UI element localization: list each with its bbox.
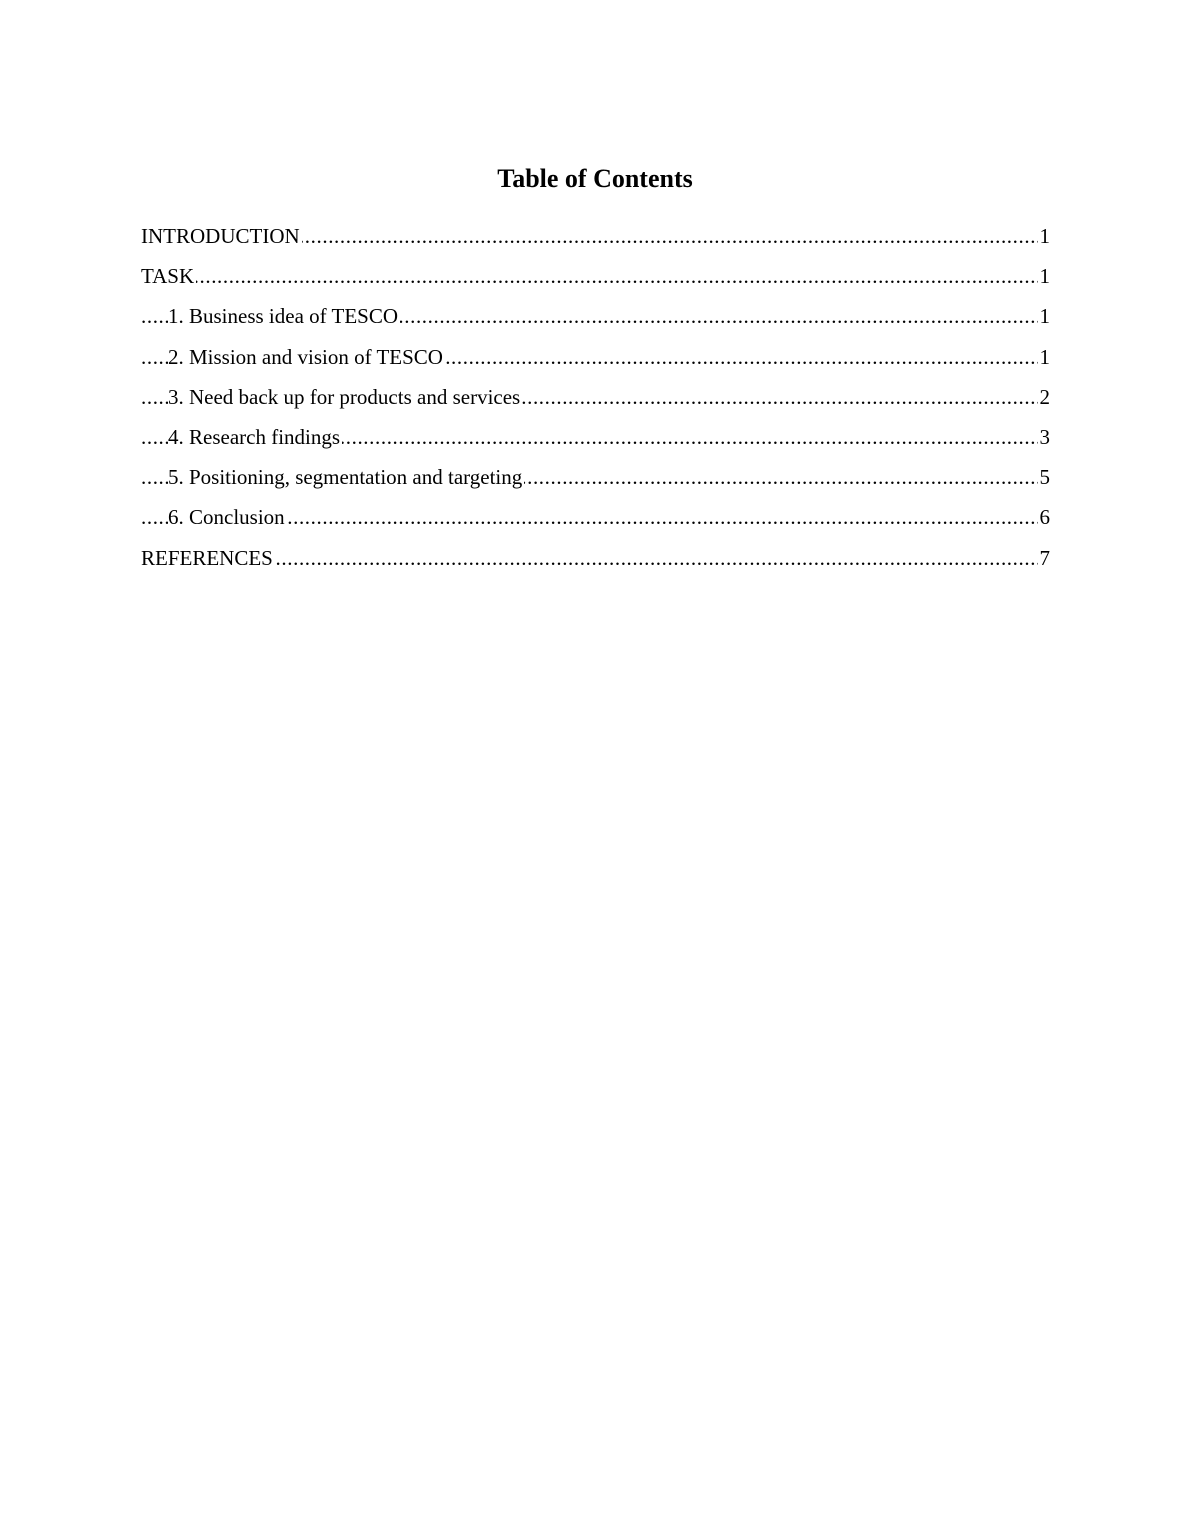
toc-entry-need-back-up[interactable] [141,382,1050,422]
toc-title: Table of Contents [497,164,693,193]
toc-entry-conclusion[interactable] [141,502,1050,542]
toc-list [141,221,1050,583]
toc-entry-page-number: 2 [1039,382,1051,412]
toc-entry-label: 2. Mission and vision of TESCO [168,344,443,369]
toc-entry-label: INTRODUCTION [141,224,300,248]
toc-entry-page-number: 5 [1039,462,1051,492]
toc-entry-page-number: 6 [1039,502,1051,532]
toc-entry-label: 4. Research findings [168,424,341,449]
toc-entry-page-number: 1 [1039,261,1051,291]
toc-entry-label: 1. Business idea of TESCO [168,304,399,329]
toc-entry-label: TASK [141,264,195,289]
dot-leader [141,543,1038,573]
toc-entry-references[interactable] [141,543,1050,583]
toc-entry-page-number: 1 [1039,342,1051,372]
toc-entry-label: 3. Need back up for products and services [168,384,521,409]
toc-entry-introduction[interactable] [141,221,1050,261]
toc-entry-page-number: 7 [1039,543,1051,573]
toc-entry-label: REFERENCES [141,545,273,570]
toc-entry-research-findings[interactable] [141,422,1050,462]
toc-entry-label: 5. Positioning, segmentation and targeting [168,465,523,490]
toc-entry-page-number: 1 [1039,301,1051,331]
toc-entry-positioning[interactable] [141,462,1050,502]
toc-entry-task[interactable] [141,261,1050,301]
toc-entry-business-idea[interactable] [141,301,1050,341]
dot-leader [141,261,1038,291]
toc-entry-page-number: 3 [1039,422,1051,452]
toc-entry-page-number: 1 [1039,221,1051,251]
toc-entry-label: 6. Conclusion [168,505,285,530]
toc-entry-mission-vision[interactable] [141,342,1050,382]
